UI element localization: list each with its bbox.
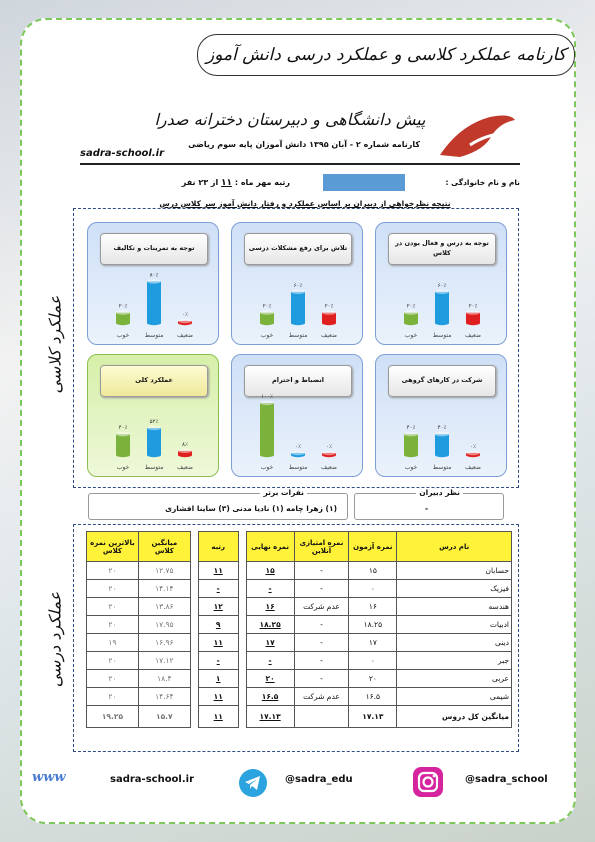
class-performance-label: عملکرد کلاسی <box>45 295 65 394</box>
table-cell: ۱۲ <box>198 598 238 616</box>
table-cell: ۱۶.۵ <box>349 688 397 706</box>
table-cell: - <box>294 562 349 580</box>
table-gap <box>190 616 198 634</box>
table-cell: ۱۱ <box>198 688 238 706</box>
student-name-label: نام و نام خانوادگی : <box>445 178 520 187</box>
footer <box>30 762 560 807</box>
table-gap <box>190 598 198 616</box>
table-cell: ۱۷.۱۳ <box>246 706 294 728</box>
bar-value-label: ۲۰٪ <box>262 303 272 310</box>
table-cell: ۱۷.۹۵ <box>138 616 190 634</box>
panel-attention <box>375 222 507 345</box>
table-cell: ۲۰ <box>87 688 139 706</box>
table-cell: - <box>294 616 349 634</box>
table-gap <box>238 598 246 616</box>
header-class-avg: میانگین کلاس <box>138 532 190 562</box>
panel-title: انضباط و احترام <box>244 365 352 397</box>
school-logo-icon <box>430 105 520 165</box>
bar-category-label: ضعیف <box>464 332 482 339</box>
table-cell: ۹ <box>198 616 238 634</box>
table-gap <box>190 688 198 706</box>
bar-value-label: ۶۰٪ <box>293 282 303 289</box>
rank-line <box>110 178 290 188</box>
table-cell: ۲۰ <box>246 670 294 688</box>
table-cell: ۱۶ <box>246 598 294 616</box>
bar-0 <box>322 451 336 457</box>
table-cell: ۰ <box>349 652 397 670</box>
table-cell: ۱۱ <box>198 634 238 652</box>
table-cell: دینی <box>397 634 512 652</box>
table-cell: ۱۶.۹۶ <box>138 634 190 652</box>
table-cell: عربی <box>397 670 512 688</box>
table-cell: ۲۰ <box>349 670 397 688</box>
table-row <box>87 670 512 688</box>
table-cell: ۲۰ <box>87 616 139 634</box>
bar-value-label: ۲۰٪ <box>468 303 478 310</box>
bar-category-label: متوسط <box>432 464 452 471</box>
bar-value-label: ۲۰٪ <box>118 303 128 310</box>
bar-category-label: متوسط <box>288 464 308 471</box>
table-gap <box>238 706 246 728</box>
table-cell: ۱۱ <box>198 706 238 728</box>
rank-label: رتبه مهر ماه : <box>234 178 290 187</box>
footer-instagram-link[interactable]: @sadra_school <box>465 774 548 785</box>
teachers-opinion-value: - <box>425 504 429 513</box>
table-cell: - <box>246 652 294 670</box>
lessons-performance-label: عملکرد درسی <box>45 591 65 688</box>
rank-value: ۱۱ <box>221 178 233 188</box>
bar-category-label: متوسط <box>288 332 308 339</box>
bar-chart <box>376 223 508 346</box>
table-cell: شیمی <box>397 688 512 706</box>
bar-1 <box>291 451 305 457</box>
panel-discipline <box>231 354 363 477</box>
bar-2 <box>116 310 130 325</box>
bar-category-label: ضعیف <box>176 464 194 471</box>
table-gap <box>238 562 246 580</box>
table-row <box>87 598 512 616</box>
top-students-names: (۱) زهرا چامه (۱) نادیا مدنی (۳) ساینا افشاری <box>165 504 337 513</box>
table-gap <box>238 652 246 670</box>
bar-category-label: خوب <box>404 464 418 471</box>
table-cell: ۱۷.۱۳ <box>349 706 397 728</box>
bar-category-label: خوب <box>260 464 274 471</box>
table-cell: ۱۴.۶۴ <box>138 688 190 706</box>
table-cell: ۲۰ <box>87 580 139 598</box>
table-cell: ۱۲.۷۵ <box>138 562 190 580</box>
bar-0 <box>322 310 336 325</box>
table-cell <box>294 706 349 728</box>
table-gap <box>238 532 246 562</box>
bar-0 <box>178 319 192 325</box>
bar-2 <box>116 432 130 457</box>
table-row <box>87 688 512 706</box>
bar-category-label: خوب <box>260 332 274 339</box>
bar-0 <box>466 451 480 457</box>
panel-overall <box>87 354 219 477</box>
student-name-redacted <box>323 174 405 191</box>
table-cell: ۱۴.۱۴ <box>138 580 190 598</box>
panel-title: عملکرد کلی <box>100 365 208 397</box>
footer-telegram-link[interactable]: @sadra_edu <box>285 774 353 785</box>
table-gap <box>238 688 246 706</box>
table-gap <box>190 706 198 728</box>
grades-table <box>86 531 512 728</box>
bar-category-label: متوسط <box>144 332 164 339</box>
bar-2 <box>260 401 274 457</box>
bar-1 <box>147 426 161 457</box>
rank-of: از ۲۳ نفر <box>181 178 219 187</box>
bar-value-label: ۰٪ <box>326 444 332 450</box>
bar-value-label: ۴۰٪ <box>118 425 128 432</box>
panel-title: توجه به تمرینات و تکالیف <box>100 233 208 265</box>
instagram-icon <box>412 766 444 798</box>
table-gap <box>190 580 198 598</box>
bar-2 <box>404 310 418 325</box>
bar-value-label: ۰٪ <box>182 312 188 318</box>
table-cell: ۲۰ <box>87 652 139 670</box>
opinion-title: نتیجه نظرخواهی از دبیران بر اساس عملکرد و رفتار دانش آموز سر کلاس درس <box>159 199 451 208</box>
table-cell: ۱۱ <box>198 562 238 580</box>
footer-site-link[interactable]: sadra-school.ir <box>110 774 195 785</box>
table-cell: حسابان <box>397 562 512 580</box>
bar-chart <box>88 223 220 346</box>
table-cell: ادبیات <box>397 616 512 634</box>
teachers-opinion-label: نظر دبیران <box>416 488 463 497</box>
website-text: sadra-school.ir <box>80 148 165 159</box>
table-avg-row <box>87 706 512 728</box>
table-cell: ۱۷.۱۲ <box>138 652 190 670</box>
panel-effort <box>231 222 363 345</box>
bar-chart <box>232 355 364 478</box>
bar-category-label: ضعیف <box>320 332 338 339</box>
table-cell: - <box>198 580 238 598</box>
table-cell: - <box>294 670 349 688</box>
bar-category-label: ضعیف <box>464 464 482 471</box>
table-gap <box>238 616 246 634</box>
table-row <box>87 616 512 634</box>
bar-category-label: خوب <box>404 332 418 339</box>
table-cell: ۱۵ <box>246 562 294 580</box>
bar-value-label: ۸٪ <box>182 441 188 448</box>
bar-value-label: ۸۰٪ <box>149 272 159 279</box>
table-cell: - <box>294 652 349 670</box>
table-cell: عدم شرکت <box>294 598 349 616</box>
table-cell: - <box>198 652 238 670</box>
table-cell: ۱۸.۲۵ <box>246 616 294 634</box>
header-rank: رتبه <box>198 532 238 562</box>
www-icon: www <box>32 770 66 785</box>
table-header-row <box>87 532 512 562</box>
table-gap <box>238 670 246 688</box>
table-cell: ۲۰ <box>87 598 139 616</box>
bar-value-label: ۰٪ <box>295 444 301 450</box>
table-cell: ۱۹.۲۵ <box>87 706 139 728</box>
table-cell: ۱۷ <box>349 634 397 652</box>
header-online: نمره امتیازی آنلاین <box>294 532 349 562</box>
bar-value-label: ۴۰٪ <box>437 425 447 432</box>
page-title: کارنامه عملکرد کلاسی و عملکرد درسی دانش آموز <box>197 34 575 76</box>
header-divider <box>80 163 520 165</box>
table-cell: - <box>246 580 294 598</box>
table-cell: - <box>294 634 349 652</box>
bar-chart <box>88 355 220 478</box>
table-cell: ۱۹ <box>87 634 139 652</box>
header-final: نمره نهایی <box>246 532 294 562</box>
panel-title: شرکت در کارهای گروهی <box>388 365 496 397</box>
table-gap <box>190 634 198 652</box>
table-gap <box>238 634 246 652</box>
table-cell: ۱۵.۷ <box>138 706 190 728</box>
table-row <box>87 580 512 598</box>
table-cell: فیزیک <box>397 580 512 598</box>
table-cell: ۲۰ <box>87 562 139 580</box>
table-row <box>87 634 512 652</box>
telegram-icon <box>238 768 268 798</box>
table-cell: ۱۶ <box>349 598 397 616</box>
bar-category-label: خوب <box>116 332 130 339</box>
bar-category-label: متوسط <box>144 464 164 471</box>
table-cell: ۱۵ <box>349 562 397 580</box>
table-cell: ۱۸.۴ <box>138 670 190 688</box>
table-row <box>87 562 512 580</box>
bar-2 <box>260 310 274 325</box>
header-lesson: نام درس <box>397 532 512 562</box>
table-row <box>87 652 512 670</box>
table-gap <box>190 532 198 562</box>
bar-1 <box>147 279 161 325</box>
top-students-box <box>88 488 348 520</box>
bar-category-label: متوسط <box>432 332 452 339</box>
header-max: بالاترین نمره کلاس <box>87 532 139 562</box>
bar-category-label: خوب <box>116 464 130 471</box>
table-cell: جبر <box>397 652 512 670</box>
table-cell: ۱۷ <box>246 634 294 652</box>
panel-title: تلاش برای رفع مشکلات درسی <box>244 233 352 265</box>
table-gap <box>190 652 198 670</box>
bar-category-label: ضعیف <box>176 332 194 339</box>
bar-category-label: ضعیف <box>320 464 338 471</box>
teachers-opinion-box <box>354 488 504 520</box>
bar-value-label: ۲۰٪ <box>406 303 416 310</box>
top-students-label: نفرات برتر <box>260 488 307 497</box>
table-cell: ۱ <box>198 670 238 688</box>
table-cell: ۲۰ <box>87 670 139 688</box>
bar-value-label: ۱۰۰٪ <box>261 394 273 400</box>
school-name: پیش دانشگاهی و دبیرستان دخترانه صدرا <box>154 110 426 129</box>
table-gap <box>190 670 198 688</box>
table-cell: ۱۸.۲۵ <box>349 616 397 634</box>
table-gap <box>190 562 198 580</box>
bar-value-label: ۶۰٪ <box>437 282 447 289</box>
bar-0 <box>178 449 192 458</box>
panel-homework <box>87 222 219 345</box>
bar-0 <box>466 310 480 325</box>
bar-1 <box>435 432 449 457</box>
panel-title: توجه به درس و فعال بودن در کلاس <box>388 233 496 265</box>
bar-value-label: ۴۰٪ <box>406 425 416 432</box>
table-cell: ۱۶.۵ <box>246 688 294 706</box>
bar-value-label: ۵۲٪ <box>149 418 159 425</box>
panel-group-work <box>375 354 507 477</box>
bar-value-label: ۲۰٪ <box>324 303 334 310</box>
table-cell: میانگین کل دروس <box>397 706 512 728</box>
table-cell: ۰ <box>349 580 397 598</box>
report-number: کارنامه شماره ۲ - آبان ۱۳۹۵ دانش آموزان پایه سوم ریاضی <box>188 140 420 149</box>
bar-2 <box>404 432 418 457</box>
bar-chart <box>376 355 508 478</box>
bar-1 <box>291 290 305 326</box>
table-cell: ۱۳.۸۶ <box>138 598 190 616</box>
bar-value-label: ۰٪ <box>470 444 476 450</box>
table-cell: عدم شرکت <box>294 688 349 706</box>
header-exam: نمره آزمون <box>349 532 397 562</box>
bar-1 <box>435 290 449 326</box>
table-gap <box>238 580 246 598</box>
bar-chart <box>232 223 364 346</box>
table-cell: - <box>294 580 349 598</box>
table-cell: هندسه <box>397 598 512 616</box>
